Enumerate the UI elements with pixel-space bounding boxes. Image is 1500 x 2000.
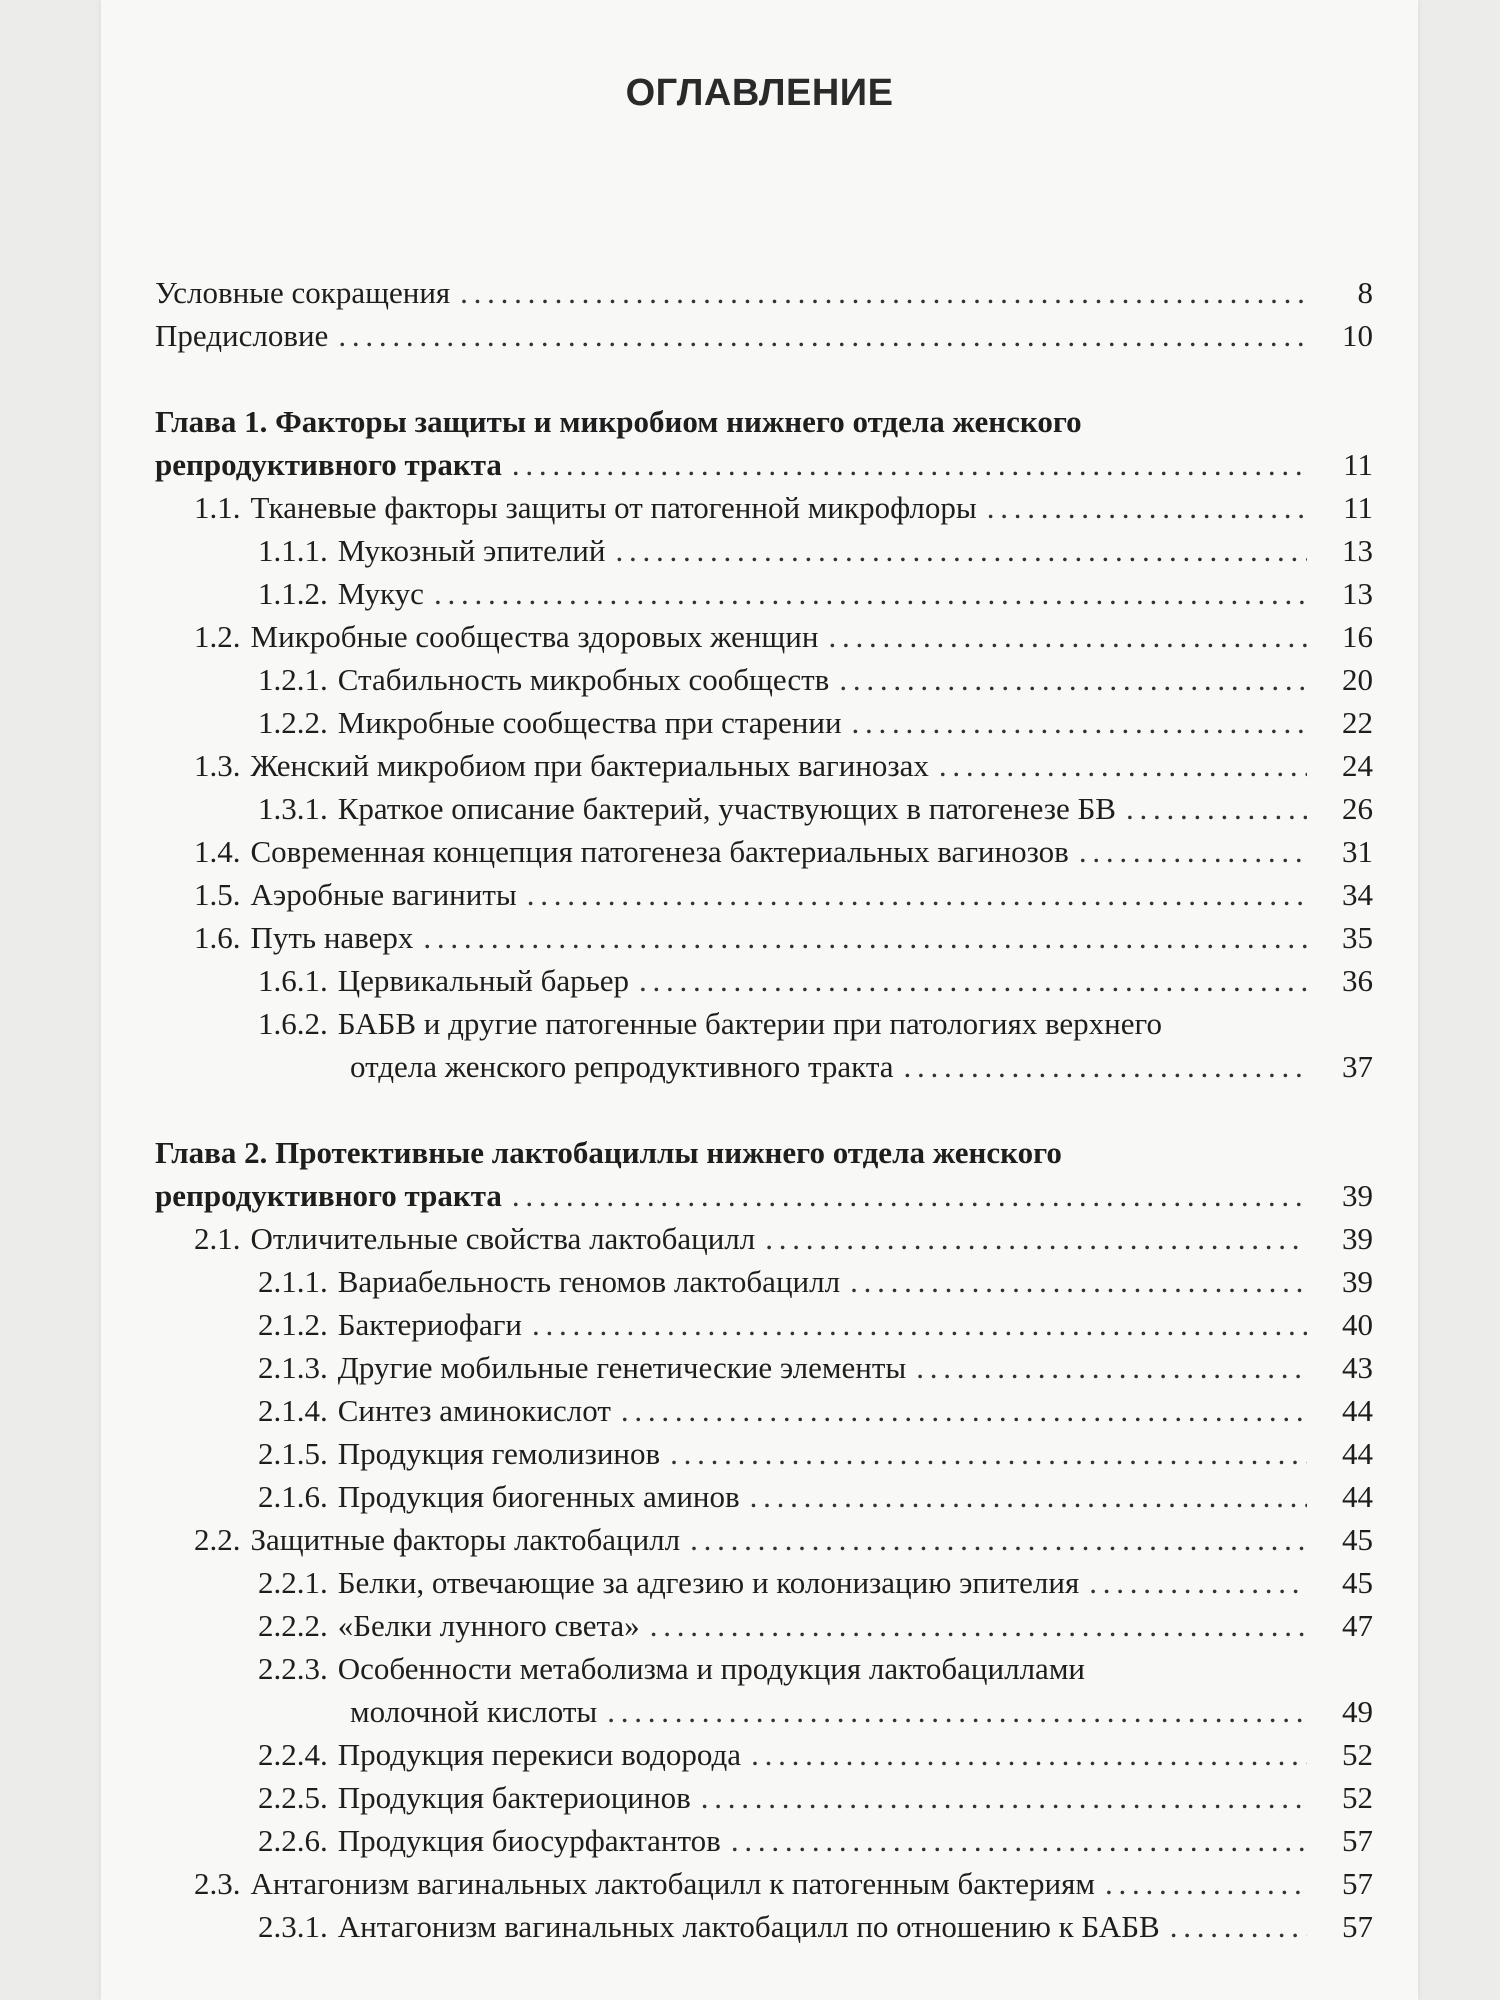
- entry-title: Женский микробиом при бактериальных вагинозах: [250, 748, 929, 783]
- dot-leader: [1105, 1862, 1307, 1905]
- entry-title: Синтез аминокислот: [337, 1393, 611, 1428]
- entry-number: 1.1.: [194, 490, 241, 525]
- entry-number: 2.2.1.: [258, 1565, 328, 1600]
- page-number: 44: [1342, 1479, 1373, 1514]
- page-number: 47: [1342, 1608, 1373, 1643]
- entry-number: 1.5.: [194, 877, 241, 912]
- toc-entry: [155, 787, 1373, 830]
- toc-entry: [155, 701, 1373, 744]
- entry-title: Микробные сообщества здоровых женщин: [250, 619, 819, 654]
- entry-number: 1.4.: [194, 834, 241, 869]
- page-title: ОГЛАВЛЕНИЕ: [625, 72, 894, 114]
- dot-leader: [690, 1518, 1307, 1561]
- toc-entry: [155, 916, 1373, 959]
- entry-title: репродуктивного тракта: [155, 1178, 502, 1213]
- table-of-contents: [155, 271, 1373, 1948]
- entry-number: 2.2.5.: [258, 1780, 328, 1815]
- dot-leader: [839, 658, 1307, 701]
- dot-leader: [731, 1819, 1307, 1862]
- entry-number: 2.1.2.: [258, 1307, 328, 1342]
- dot-leader: [850, 1260, 1307, 1303]
- entry-title: Белки, отвечающие за адгезию и колонизацию эпителия: [337, 1565, 1080, 1600]
- dot-leader: [460, 271, 1307, 314]
- page-number: 11: [1343, 490, 1373, 525]
- page-number: 13: [1342, 533, 1373, 568]
- entry-number: 1.6.2.: [258, 1006, 328, 1041]
- entry-number: 1.3.: [194, 748, 241, 783]
- dot-leader: [512, 443, 1307, 486]
- entry-title: Мукус: [337, 576, 424, 611]
- entry-number: 2.2.: [194, 1522, 241, 1557]
- entry-title: Глава 2. Протективные лактобациллы нижнего отдела женского: [155, 1135, 1062, 1170]
- toc-entry: [155, 1561, 1373, 1604]
- dot-leader: [987, 486, 1307, 529]
- entry-title: Продукция перекиси водорода: [337, 1737, 742, 1772]
- page-number: 45: [1342, 1522, 1373, 1557]
- dot-leader: [828, 615, 1307, 658]
- entry-number: 1.2.: [194, 619, 241, 654]
- entry-title: репродуктивного тракта: [155, 447, 502, 482]
- entry-number: 2.3.1.: [258, 1909, 328, 1944]
- entry-number: 2.1.3.: [258, 1350, 328, 1385]
- entry-number: 2.2.3.: [258, 1651, 328, 1686]
- page-number: 57: [1342, 1866, 1373, 1901]
- page-number: 57: [1342, 1823, 1373, 1858]
- entry-title: Вариабельность геномов лактобацилл: [337, 1264, 841, 1299]
- toc-entry: [155, 572, 1373, 615]
- toc-entry: [155, 1776, 1373, 1819]
- entry-number: 1.2.1.: [258, 662, 328, 697]
- entry-title: Продукция биосурфактантов: [337, 1823, 721, 1858]
- toc-entry: [155, 314, 1373, 357]
- page-number: 10: [1342, 318, 1373, 353]
- toc-entry: [155, 830, 1373, 873]
- dot-leader: [532, 1303, 1307, 1346]
- toc-entry: [155, 400, 1373, 443]
- entry-number: 1.1.2.: [258, 576, 328, 611]
- toc-entry: [155, 1518, 1373, 1561]
- toc-entry: [155, 1819, 1373, 1862]
- page-number: 16: [1342, 619, 1373, 654]
- page-number: 57: [1342, 1909, 1373, 1944]
- toc-entry: [155, 873, 1373, 916]
- page-number: 37: [1342, 1049, 1373, 1084]
- entry-title: Цервикальный барьер: [337, 963, 630, 998]
- entry-number: 2.1.: [194, 1221, 241, 1256]
- dot-leader: [916, 1346, 1307, 1389]
- toc-entry: [155, 658, 1373, 701]
- page-number: 36: [1342, 963, 1373, 998]
- entry-title: Путь наверх: [250, 920, 414, 955]
- dot-leader: [1079, 830, 1307, 873]
- entry-title: «Белки лунного света»: [337, 1608, 640, 1643]
- toc-entry: [155, 1002, 1373, 1045]
- entry-title: Мукозный эпителий: [337, 533, 606, 568]
- entry-title: Стабильность микробных сообществ: [337, 662, 830, 697]
- entry-title: Антагонизм вагинальных лактобацилл к патогенным бактериям: [250, 1866, 1095, 1901]
- dot-leader: [751, 1733, 1307, 1776]
- entry-title: Продукция гемолизинов: [337, 1436, 661, 1471]
- toc-entry: [155, 1862, 1373, 1905]
- dot-leader: [621, 1389, 1307, 1432]
- toc-entry: [155, 1303, 1373, 1346]
- dot-leader: [512, 1174, 1307, 1217]
- dot-leader: [670, 1432, 1307, 1475]
- page-number: 39: [1342, 1264, 1373, 1299]
- entry-title: молочной кислоты: [350, 1694, 598, 1729]
- toc-entry: [155, 529, 1373, 572]
- page-number: 39: [1342, 1178, 1373, 1213]
- entry-number: 2.1.6.: [258, 1479, 328, 1514]
- page-number: 22: [1342, 705, 1373, 740]
- entry-title: Краткое описание бактерий, участвующих в патогенезе БВ: [337, 791, 1116, 826]
- toc-entry: [155, 1131, 1373, 1174]
- toc-entry: [155, 1346, 1373, 1389]
- toc-entry: [155, 1174, 1373, 1217]
- page-number: 52: [1342, 1780, 1373, 1815]
- entry-number: 2.1.1.: [258, 1264, 328, 1299]
- toc-entry: [155, 486, 1373, 529]
- toc-entry: [155, 271, 1373, 314]
- toc-entry: [155, 1432, 1373, 1475]
- dot-leader: [750, 1475, 1307, 1518]
- dot-leader: [423, 916, 1307, 959]
- entry-title: Предисловие: [155, 318, 329, 353]
- entry-title: Глава 1. Факторы защиты и микробиом нижнего отдела женского: [155, 404, 1082, 439]
- page-number: 11: [1343, 447, 1373, 482]
- toc-entry: [155, 1690, 1373, 1733]
- page-number: 43: [1342, 1350, 1373, 1385]
- dot-leader: [338, 314, 1307, 357]
- entry-title: отдела женского репродуктивного тракта: [350, 1049, 894, 1084]
- toc-entry: [155, 615, 1373, 658]
- entry-title: Отличительные свойства лактобацилл: [250, 1221, 756, 1256]
- toc-entry: [155, 1389, 1373, 1432]
- entry-title: Продукция бактериоцинов: [337, 1780, 691, 1815]
- entry-title: Другие мобильные генетические элементы: [337, 1350, 907, 1385]
- page-number: 44: [1342, 1436, 1373, 1471]
- entry-number: 1.1.1.: [258, 533, 328, 568]
- entry-number: 1.6.1.: [258, 963, 328, 998]
- page-number: 52: [1342, 1737, 1373, 1772]
- entry-title: Особенности метаболизма и продукция лактобациллами: [337, 1651, 1086, 1686]
- dot-leader: [527, 873, 1307, 916]
- dot-leader: [852, 701, 1307, 744]
- page-number: 49: [1342, 1694, 1373, 1729]
- toc-entry: [155, 1733, 1373, 1776]
- dot-leader: [607, 1690, 1307, 1733]
- entry-title: Продукция биогенных аминов: [337, 1479, 740, 1514]
- entry-number: 2.2.4.: [258, 1737, 328, 1772]
- dot-leader: [904, 1045, 1308, 1088]
- dot-leader: [1089, 1561, 1307, 1604]
- toc-entry: [155, 1217, 1373, 1260]
- dot-leader: [939, 744, 1307, 787]
- entry-number: 2.1.5.: [258, 1436, 328, 1471]
- page-number: 44: [1342, 1393, 1373, 1428]
- toc-entry: [155, 959, 1373, 1002]
- entry-number: 2.2.2.: [258, 1608, 328, 1643]
- page-number: 40: [1342, 1307, 1373, 1342]
- dot-leader: [1170, 1905, 1307, 1948]
- page-number: 31: [1342, 834, 1373, 869]
- toc-entry: [155, 1604, 1373, 1647]
- book-page: [101, 0, 1418, 2000]
- entry-title: Защитные факторы лактобацилл: [250, 1522, 681, 1557]
- entry-title: Тканевые факторы защиты от патогенной микрофлоры: [250, 490, 977, 525]
- toc-entry: [155, 744, 1373, 787]
- entry-number: 1.3.1.: [258, 791, 328, 826]
- entry-number: 1.2.2.: [258, 705, 328, 740]
- entry-number: 2.3.: [194, 1866, 241, 1901]
- entry-title: Антагонизм вагинальных лактобацилл по отношению к БАБВ: [337, 1909, 1160, 1944]
- entry-title: Современная концепция патогенеза бактериальных вагинозов: [250, 834, 1069, 869]
- entry-title: Условные сокращения: [155, 275, 451, 310]
- toc-entry: [155, 1647, 1373, 1690]
- entry-title: Аэробные вагиниты: [250, 877, 517, 912]
- toc-entry: [155, 1905, 1373, 1948]
- dot-leader: [765, 1217, 1307, 1260]
- page-number: 24: [1342, 748, 1373, 783]
- dot-leader: [701, 1776, 1307, 1819]
- page-number: 45: [1342, 1565, 1373, 1600]
- dot-leader: [650, 1604, 1307, 1647]
- dot-leader: [1126, 787, 1307, 830]
- page-number: 8: [1357, 275, 1373, 310]
- page-number: 20: [1342, 662, 1373, 697]
- entry-title: Бактериофаги: [337, 1307, 523, 1342]
- page-number: 39: [1342, 1221, 1373, 1256]
- page-number: 26: [1342, 791, 1373, 826]
- toc-entry: [155, 1045, 1373, 1088]
- entry-number: 2.2.6.: [258, 1823, 328, 1858]
- dot-leader: [639, 959, 1307, 1002]
- page-number: 35: [1342, 920, 1373, 955]
- entry-number: 1.6.: [194, 920, 241, 955]
- entry-number: 2.1.4.: [258, 1393, 328, 1428]
- toc-entry: [155, 443, 1373, 486]
- toc-entry: [155, 1475, 1373, 1518]
- toc-entry: [155, 1260, 1373, 1303]
- dot-leader: [615, 529, 1307, 572]
- page-number: 13: [1342, 576, 1373, 611]
- entry-title: БАБВ и другие патогенные бактерии при патологиях верхнего: [337, 1006, 1162, 1041]
- entry-title: Микробные сообщества при старении: [337, 705, 842, 740]
- dot-leader: [434, 572, 1307, 615]
- page-number: 34: [1342, 877, 1373, 912]
